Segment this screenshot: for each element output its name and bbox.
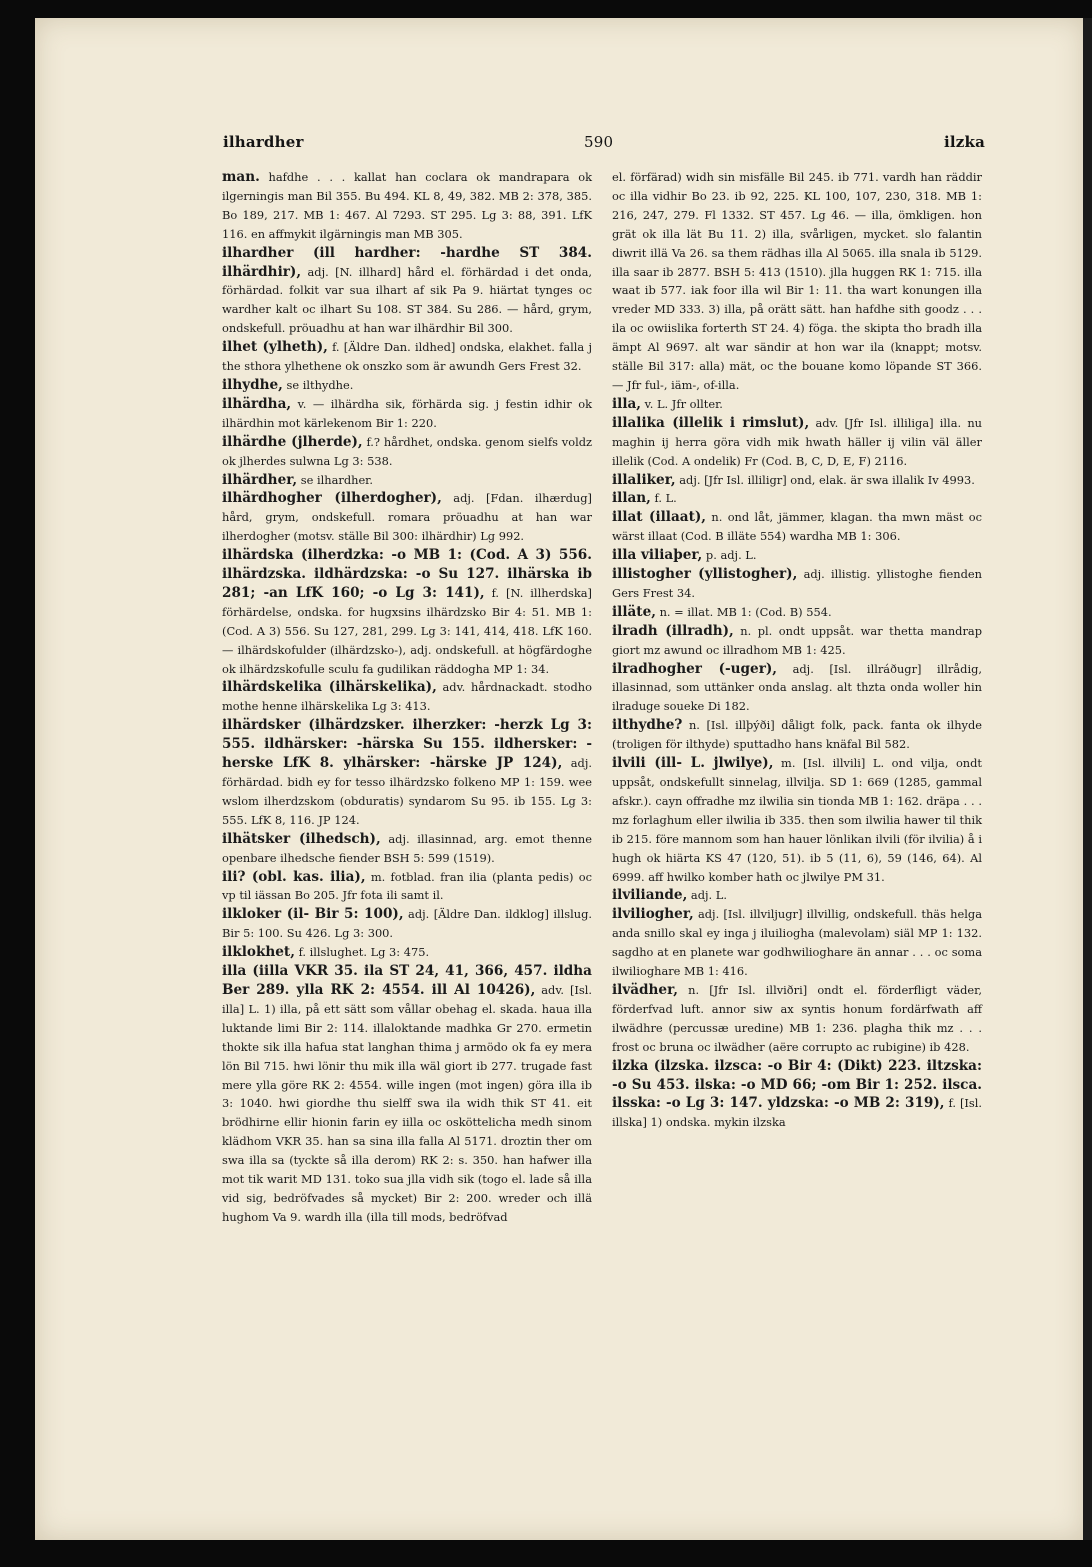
entry-headword: ilradh (illradh), (612, 622, 734, 639)
dictionary-entry (612, 565, 982, 603)
entry-body: n. ond låt, jämmer, klagan. tha mwn mäst oc wärst illaat (Cod. B illäte 554) wardha MB 1: 306. (612, 510, 982, 544)
dictionary-entry (612, 508, 982, 546)
entry-headword: ilviliande, (612, 887, 688, 904)
entry-headword: ilhärdskelika (ilhärskelika), (222, 679, 437, 696)
entry-headword: ilhärdhogher (ilherdogher), (222, 490, 442, 507)
entry-body: adj. illistig. yllistoghe fienden Gers Frest 34. (612, 567, 982, 600)
entry-body: adj. illasinnad, arg. emot thenne openbare ilhedsche fiender BSH 5: 599 (1519). (222, 831, 592, 865)
dictionary-entry (222, 943, 592, 962)
dictionary-entry (612, 754, 982, 886)
dictionary-entry (222, 962, 592, 1227)
entry-headword: ilhätsker (ilhedsch), (222, 830, 381, 847)
entry-headword: ilhärdhe (jlherde), (222, 433, 363, 450)
dictionary-entry (612, 395, 982, 414)
dictionary-entry (222, 868, 592, 906)
entry-headword: illa (iilla VKR 35. ila ST 24, 41, 366, 457. ildha Ber 289. ylla RK 2: 4554. ill Al 10426), (222, 963, 592, 998)
entry-body: v. L. Jfr ollter. (644, 396, 723, 411)
entry-headword: ilhärdsker (ilhärdzsker. ilherzker: -herzk Lg 3: 555. ildhärsker: -härska Su 155. ildhersker: -herske LfK 8. ylhärsker: -härske JP 124), (222, 717, 592, 772)
entry-body: p. adj. L. (705, 548, 757, 563)
dictionary-entry (222, 905, 592, 943)
dictionary-entry (222, 716, 592, 829)
dictionary-entry (612, 622, 982, 660)
entry-body: n. [Jfr Isl. illviðri] ondt el. förderfligt väder, förderfvad luft. annor siw ax syntis honum fordärfwath aff ilwädhre (percussæ uredine) MB 1: 236. plagha thik mz . . . frost oc bruna oc ilwädher (aëre corrupto ac rubigine) ib 428. (612, 982, 982, 1054)
running-head-right: ilzka (944, 133, 986, 151)
entry-headword: ilkloker (il- Bir 5: 100), (222, 906, 404, 923)
entry-headword: illa viliaþer, (612, 547, 703, 564)
left-column (222, 168, 592, 1227)
entry-headword: ilklokhet, (222, 944, 295, 961)
entry-body: adj. [Äldre Dan. ildklog] illslug. Bir 5: 100. Su 426. Lg 3: 300. (222, 907, 593, 941)
entry-body: adj. L. (690, 888, 727, 903)
entry-headword: ilviliogher, (612, 906, 694, 923)
entry-body: adj. [Isl. illráðugr] illrådig, illasinnad, som uttänker onda anslag. alt thzta onda woller hin ilraduge soueke Di 182. (612, 661, 983, 714)
dictionary-entry (222, 168, 592, 244)
dictionary-entry (222, 489, 592, 546)
entry-body: adv. [Jfr Isl. illiliga] illa. nu maghin ij herra göra vidh mik hwath häller ij vilin väl äller illelik (Cod. A ondelik) Fr (Cod. B, C, D, E, F) 2116. (612, 415, 983, 468)
dictionary-entry (222, 433, 592, 471)
entry-body: hafdhe . . . kallat han coclara ok mandrapara ok ilgerningis man Bil 355. Bu 494. KL 8, 49, 382. MB 2: 378, 385. Bo 189, 217. MB 1: 467. Al 7293. ST 295. Lg 3: 88, 391. LfK 116. en affmykit ilgärningis man MB 305. (222, 170, 592, 241)
dictionary-entry (612, 603, 982, 622)
dictionary-entry (612, 471, 982, 490)
entry-body: f.? hårdhet, ondska. genom sielfs voldz ok jlherdes sulwna Lg 3: 538. (222, 434, 593, 468)
dictionary-entry (612, 489, 982, 508)
entry-headword: illa, (612, 395, 642, 412)
dictionary-entry (612, 886, 982, 905)
dictionary-entry (222, 546, 592, 678)
entry-body: f. L. (654, 491, 677, 506)
entry-headword: ilhydhe, (222, 376, 283, 393)
page-number: 590 (584, 133, 614, 151)
dictionary-entry (222, 244, 592, 339)
entry-body: adj. [N. illhard] hård el. förhärdad i det onda, förhärdad. folkit var sua ilhart af sik Pa 9. hiärtat tynges oc wardher kalt oc ilhart Su 108. ST 384. Su 286. — hård, grym, ondskefull. pröuadhu at han war ilhärdhir Bil 300. (222, 264, 592, 336)
entry-headword: illat (illaat), (612, 509, 707, 526)
entry-headword: illäte, (612, 603, 656, 620)
entry-headword: ili? (obl. kas. ilia), (222, 868, 366, 885)
dictionary-entry (222, 395, 592, 433)
entry-body: adj. [Jfr Isl. illiligr] ond, elak. är swa illalik Iv 4993. (679, 472, 975, 487)
entry-headword: illalika (illelik i rimslut), (612, 414, 810, 431)
entry-body: el. förfärad) widh sin misfälle Bil 245. ib 771. vardh han räddir oc illa vidhir Bo 23. ib 92, 225. KL 100, 107, 230, 318. MB 1: 216, 247, 279. Fl 1332. ST 457. Lg 46. — illa, ömkligen. hon grät ok illa lät Bu 11. 2) illa, svårligen, mycket. slo falantin diwrit illä Va 26. sa them rädhas illa Al 5065. illa snala ib 5129. illa saar ib 2877. BSH 5: 413 (1510). jlla huggen RK 1: 715. illa waat ib 577. iak foor illa wil Bir 1: 11. tha wart konungen illa vreder MD 333. 3) illa, på orätt sätt. han hafdhe sith goodz . . . ila oc owiislika forterth ST 24. 4) föga. the skipta tho bradh illa ämpt Al 9697. alt war sändir at hon war ila (knappt; motsv. ställe Bil 317: alla) mät, oc the bouane komo löpande ST 366. — Jfr ful-, iäm-, of-illa. (612, 170, 982, 392)
dictionary-entry (612, 716, 982, 754)
dictionary-entry (612, 414, 982, 471)
entry-body: se ilthydhe. (286, 377, 354, 392)
entry-headword: ilthydhe? (612, 717, 683, 734)
entry-body: f. [N. illherdska] förhärdelse, ondska. for hugxsins ilhärdzsko Bir 4: 51. MB 1: (Cod. A 3) 556. Su 127, 281, 299. Lg 3: 141, 414, 418. LfK 160. — ilhärdskofulder (ilhärdzsko-), adj. ondskefull. at högfärdoghe ok ilhärdzskofulle sculu fa gudilikan räddogha MP 1: 34. (222, 585, 593, 676)
entry-body: n. pl. ondt uppsåt. war thetta mandrap giort mz awund oc illradhom MB 1: 425. (612, 623, 982, 657)
entry-headword: ilhärdska (ilherdzka: -o MB 1: (Cod. A 3) 556. ilhärdzska. ildhärdzska: -o Su 127. ilhärska ib 281; -an LfK 160; -o Lg 3: 141), (222, 547, 592, 601)
book-edge (1083, 18, 1092, 1540)
entry-headword: ilvili (ill- L. jlwilye), (612, 755, 774, 772)
dictionary-entry (222, 376, 592, 395)
entry-headword: illan, (612, 490, 651, 507)
dictionary-entry (612, 168, 982, 395)
entry-body: adv. hårdnackadt. stodho mothe henne ilhärskelika Lg 3: 413. (222, 680, 592, 714)
entry-headword: ilvädher, (612, 981, 678, 998)
entry-headword: ilzka (ilzska. ilzsca: -o Bir 4: (Dikt) 223. iltzska: -o Su 453. ilska: -o MD 66; -om Bir 1: 252. ilsca. ilsska: -o Lg 3: 147. yldzska: -o MB 2: 319), (612, 1057, 982, 1112)
entry-body: n. = illat. MB 1: (Cod. B) 554. (659, 604, 832, 619)
dictionary-entry (612, 1057, 982, 1133)
entry-body: m. [Isl. illvili] L. ond vilja, ondt uppsåt, ondskefullt sinnelag, illvilja. SD 1: 669 (1285, gammal afskr.). cayn offradhe mz ilwilia sin tionda MB 1: 162. dräpa . . . mz forlaghum eller ilwilia ib 335. then som ilwilia hawer til thik ib 215. före mannom som han hauer lönlikan ilvili (för ilvilia) å i hugh ok hiärta KS 47 (120, 51). ib 5 (11, 6), 59 (146, 64). Al 6999. aff hwilko komber hath oc jlwilye PM 31. (612, 756, 983, 884)
entry-body: f. illslughet. Lg 3: 475. (298, 945, 430, 960)
dictionary-entry (612, 546, 982, 565)
entry-body: n. [Isl. illþýði] dåligt folk, pack. fanta ok ilhyde (troligen för ilthyde) sputtadho hans knäfal Bil 582. (612, 718, 982, 752)
entry-headword: man. (222, 169, 260, 185)
right-column (612, 168, 982, 1132)
dictionary-entry (222, 338, 592, 376)
entry-body: f. [Isl. illska] 1) ondska. mykin ilzska (612, 1096, 982, 1130)
dictionary-entry (222, 830, 592, 868)
entry-headword: ilradhogher (-uger), (612, 660, 778, 677)
entry-headword: ilhardher (ill hardher: -hardhe ST 384. ilhärdhir), (222, 244, 592, 280)
entry-body: adj. [Fdan. ilhærdug] hård, grym, ondskefull. romara pröuadhu at han war ilherdogher (motsv. ställe Bil 300: ilhärdhir) Lg 992. (222, 491, 592, 544)
entry-headword: ilhärdher, (222, 471, 298, 488)
dictionary-entry (612, 660, 982, 717)
entry-body: f. [Äldre Dan. ildhed] ondska, elakhet. falla j the sthora ylhethene ok onszko som är awundh Gers Frest 32. (222, 340, 592, 374)
entry-headword: ilhet (ylheth), (222, 339, 328, 356)
dictionary-entry (222, 678, 592, 716)
dictionary-entry (612, 981, 982, 1057)
entry-body: se ilhardher. (300, 472, 373, 487)
entry-headword: ilhärdha, (222, 395, 292, 412)
entry-body: adv. [Isl. illa] L. 1) illa, på ett sätt som vållar obehag el. skada. haua illa luktande limi Bir 2: 114. illaloktande madhka Gr 270. ermetin thokte sik illa hafua stat langhan thima j armödo ok fa ey mera lön Bil 715. hwi lönir thu mik illa wäl giort ib 277. trugade fast mere ylla göre RK 2: 4554. wille ingen (mot ingen) göra illa ib 3: 1040. hwi giordhe thu sielff swa ila widh thik ST 41. eit brödhirne ellir hionin farin ey iilla oc osköttelicha medh sinom klädhom VKR 35. han sa sina illa falla Al 5171. droztin ther om swa illa sa (tyckte så illa derom) RK 2: s. 350. han hafwer illa mot tik warit MD 131. toko sua jlla vidh sik (togo el. lade så illa vid sig, bedröfvades så mycket) Bir 2: 200. wreder och illä hughom Va 9. wardh illa (illa till mods, bedröfvad (222, 982, 593, 1224)
entry-body: v. — ilhärdha sik, förhärda sig. j festin idhir ok ilhärdhin mot kärlekenom Bir 1: 220. (222, 396, 592, 430)
entry-body: adj. [Isl. illviljugr] illvillig, ondskefull. thäs helga anda snillo skal ey inga j iluiliogha (malevolam) siäl MP 1: 132. sagdho at en planete war godhwilioghare än annar . . . oc soma ilwilioghare MB 1: 416. (612, 907, 982, 979)
dictionary-entry (222, 471, 592, 490)
running-head-left: ilhardher (223, 133, 304, 151)
entry-headword: illistogher (yllistogher), (612, 566, 798, 583)
entry-body: m. fotblad. fran ilia (planta pedis) oc vp til iässan Bo 205. Jfr fota ili samt il. (222, 869, 592, 903)
entry-headword: illaliker, (612, 471, 676, 488)
dictionary-entry (612, 905, 982, 981)
entry-body: adj. förhärdad. bidh ey for tesso ilhärdzsko folkeno MP 1: 159. wee wslom ilherdzskom (obduratis) syndarom Su 95. ib 155. Lg 3: 555. LfK 8, 116. JP 124. (222, 756, 592, 827)
